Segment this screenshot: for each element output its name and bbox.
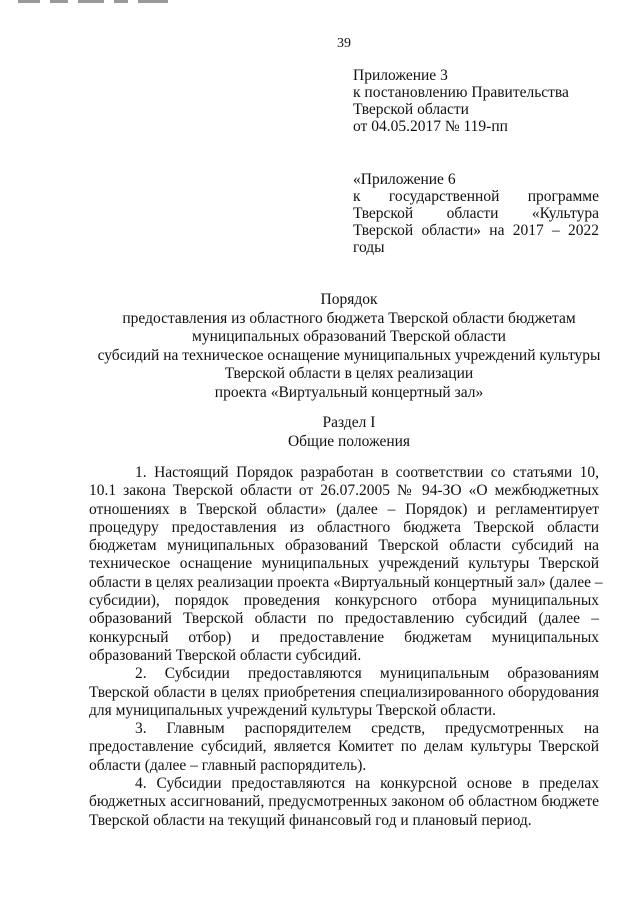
annex-header <box>353 67 599 135</box>
annex-6-header-line: к государственной программе <box>353 188 599 205</box>
annex-header-line: от 04.05.2017 № 119-пп <box>353 118 508 135</box>
paragraph-line: 3. Главным распорядителем средств, предусмотренных на <box>135 720 599 738</box>
annex-header-line: Приложение 3 <box>353 67 448 84</box>
paragraph-line: Тверской области в целях приобретения специализированного оборудования <box>89 683 599 701</box>
paragraph-line: образований Тверской области субсидий. <box>89 646 362 664</box>
section-name: Общие положения <box>287 432 411 450</box>
body-text <box>89 464 603 830</box>
document-title <box>60 291 638 403</box>
paragraph-line: бюджетных ассигнований, предусмотренных законом об областном бюджете <box>89 793 599 811</box>
title-line: Тверской области в целях реализации <box>224 365 474 383</box>
annex-6-header <box>353 171 599 256</box>
paragraph-line: конкурсный отбор) и предоставление бюджетам муниципальных <box>89 628 599 646</box>
annex-6-header-line: Тверской области «Культура <box>353 205 599 222</box>
annex-6-header-line: Тверской области» на 2017 – 2022 <box>353 222 599 239</box>
scan-edge-marks <box>18 0 168 5</box>
section-number: Раздел I <box>322 414 376 431</box>
title-line: предоставления из областного бюджета Тверской области бюджетам <box>122 309 576 327</box>
paragraph <box>89 665 599 720</box>
paragraph-line: для муниципальных учреждений культуры Тверской области. <box>89 701 496 719</box>
paragraph-line: образований Тверской области по предоставлению субсидий (далее – <box>89 610 599 628</box>
paragraph-line: 2. Субсидии предоставляются муниципальным образованиям <box>135 665 599 683</box>
paragraph-line: 4. Субсидии предоставляются на конкурсной основе в пределах <box>135 775 599 793</box>
annex-header-line: Тверской области <box>353 101 469 118</box>
title-line: Порядок <box>320 291 378 308</box>
annex-6-header-line: годы <box>353 239 385 256</box>
paragraph-line: 1. Настоящий Порядок разработан в соответствии со статьями 10, <box>135 464 599 481</box>
paragraph <box>89 720 599 775</box>
annex-6-header-line: «Приложение 6 <box>353 171 456 188</box>
paragraph <box>89 464 603 665</box>
paragraph-line: области (далее – главный распорядитель). <box>89 756 367 774</box>
paragraph-line: субсидии), порядок проведения конкурсного отбора муниципальных <box>89 592 599 610</box>
paragraph-line: бюджетам муниципальных образований Тверской области субсидий на <box>89 537 599 555</box>
annex-header-line: к постановлению Правительства <box>353 84 569 101</box>
paragraph-line: процедуру предоставления из областного бюджета Тверской области <box>89 518 599 536</box>
page-number: 39 <box>337 36 351 51</box>
paragraph-line: области в целях реализации проекта «Виртуальный концертный зал» (далее – <box>89 573 603 591</box>
paragraph-line: 10.1 закона Тверской области от 26.07.2005 № 94-ЗО «О межбюджетных <box>89 482 599 500</box>
section-heading <box>60 414 638 451</box>
paragraph <box>89 775 599 830</box>
paragraph-line: Тверской области на текущий финансовый год и плановый период. <box>89 811 532 829</box>
paragraph-line: предоставление субсидий, является Комитет по делам культуры Тверской <box>89 738 599 756</box>
title-line: субсидий на техническое оснащение муниципальных учреждений культуры <box>97 346 601 364</box>
title-line: муниципальных образований Тверской области <box>192 328 506 346</box>
paragraph-line: техническое оснащение муниципальных учреждений культуры Тверской <box>89 555 599 573</box>
title-line: проекта «Виртуальный концертный зал» <box>214 383 484 401</box>
paragraph-line: отношениях в Тверской области» (далее – Порядок) и регламентирует <box>89 500 599 518</box>
